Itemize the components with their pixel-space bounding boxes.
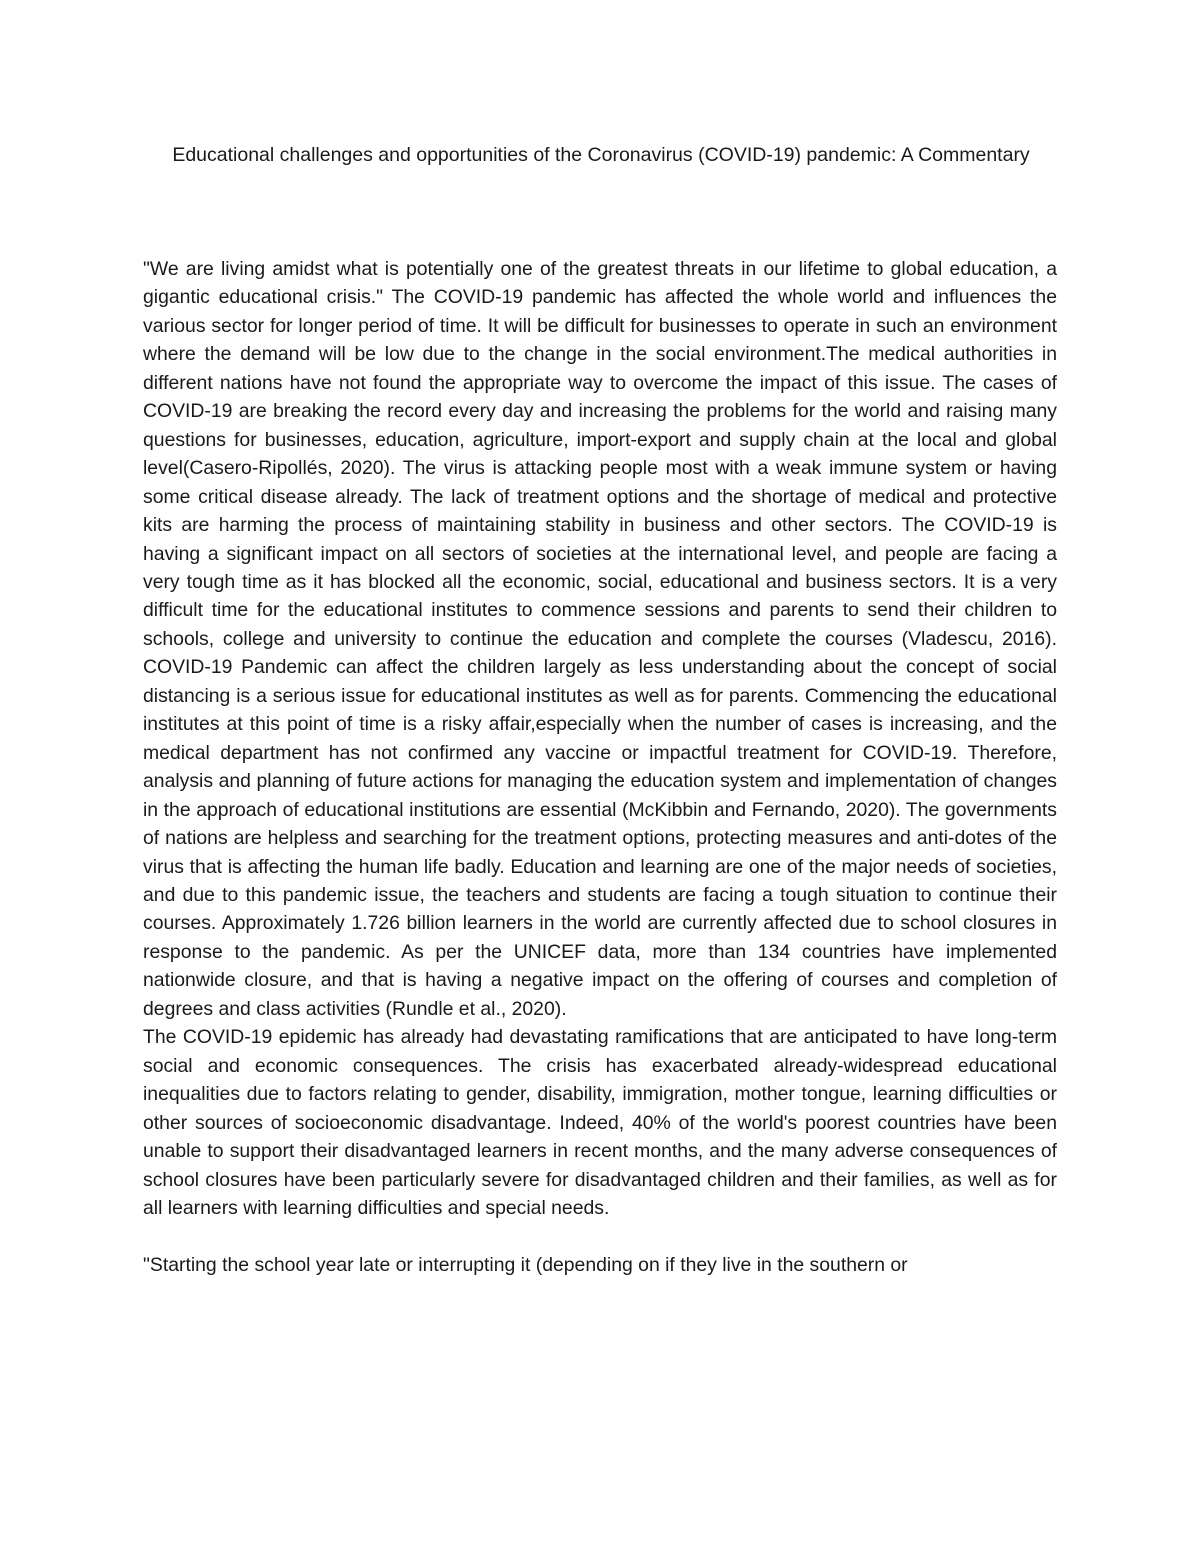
paragraph-inequalities: The COVID-19 epidemic has already had devastating ramifications that are anticipated to have long-term social and economic consequences. The crisis has exacerbated already-widespread educational inequalities due to factors relating to gender, disability, immigration, mother tongue, learning difficulties or other sources of socioeconomic disadvantage. Indeed, 40% of the world's poorest countries have been unable to support their disadvantaged learners in recent months, and the many adverse consequences of school closures have been particularly severe for disadvantaged children and their families, as well as for all learners with learning difficulties and special needs. <box>143 1026 1057 1219</box>
document-title: Educational challenges and opportunities of the Coronavirus (COVID-19) pandemic: A Commentary <box>172 144 1030 166</box>
paragraph-quote-continued: "Starting the school year late or interrupting it (depending on if they live in the southern or <box>143 1253 908 1276</box>
document-body <box>143 255 1057 1279</box>
paragraph-intro: "We are living amidst what is potentially one of the greatest threats in our lifetime to global education, a gigantic educational crisis." The COVID-19 pandemic has affected the whole world and influences the various sector for longer period of time. It will be difficult for businesses to operate in such an environment where the demand will be low due to the change in the social environment.The medical authorities in different nations have not found the appropriate way to overcome the impact of this issue. The cases of COVID-19 are breaking the record every day and increasing the problems for the world and raising many questions for businesses, education, agriculture, import-export and supply chain at the local and global level(Casero-Ripollés, 2020). The virus is attacking people most with a weak immune system or having some critical disease already. The lack of treatment options and the shortage of medical and protective kits are harming the process of maintaining stability in business and other sectors. The COVID-19 is having a significant impact on all sectors of societies at the international level, and people are facing a very tough time as it has blocked all the economic, social, educational and business sectors. It is a very difficult time for the educational institutes to commence sessions and parents to send their children to schools, college and university to continue the education and complete the courses (Vladescu, 2016). COVID-19 Pandemic can affect the children largely as less understanding about the concept of social distancing is a serious issue for educational institutes as well as for parents. Commencing the educational institutes at this point of time is a risky affair,especially when the number of cases is increasing, and the medical department has not confirmed any vaccine or impactful treatment for COVID-19. Therefore, analysis and planning of future actions for managing the education system and implementation of changes in the approach of educational institutions are essential (McKibbin and Fernando, 2020). The governments of nations are helpless and searching for the treatment options, protecting measures and anti-dotes of the virus that is affecting the human life badly. Education and learning are one of the major needs of societies, and due to this pandemic issue, the teachers and students are facing a tough situation to continue their courses. Approximately 1.726 billion learners in the world are currently affected due to school closures in response to the pandemic. As per the UNICEF data, more than 134 countries have implemented nationwide closure, and that is having a negative impact on the offering of courses and completion of degrees and class activities (Rundle et al., 2020). <box>143 258 1057 1020</box>
paragraph-spacer <box>143 1222 1057 1250</box>
